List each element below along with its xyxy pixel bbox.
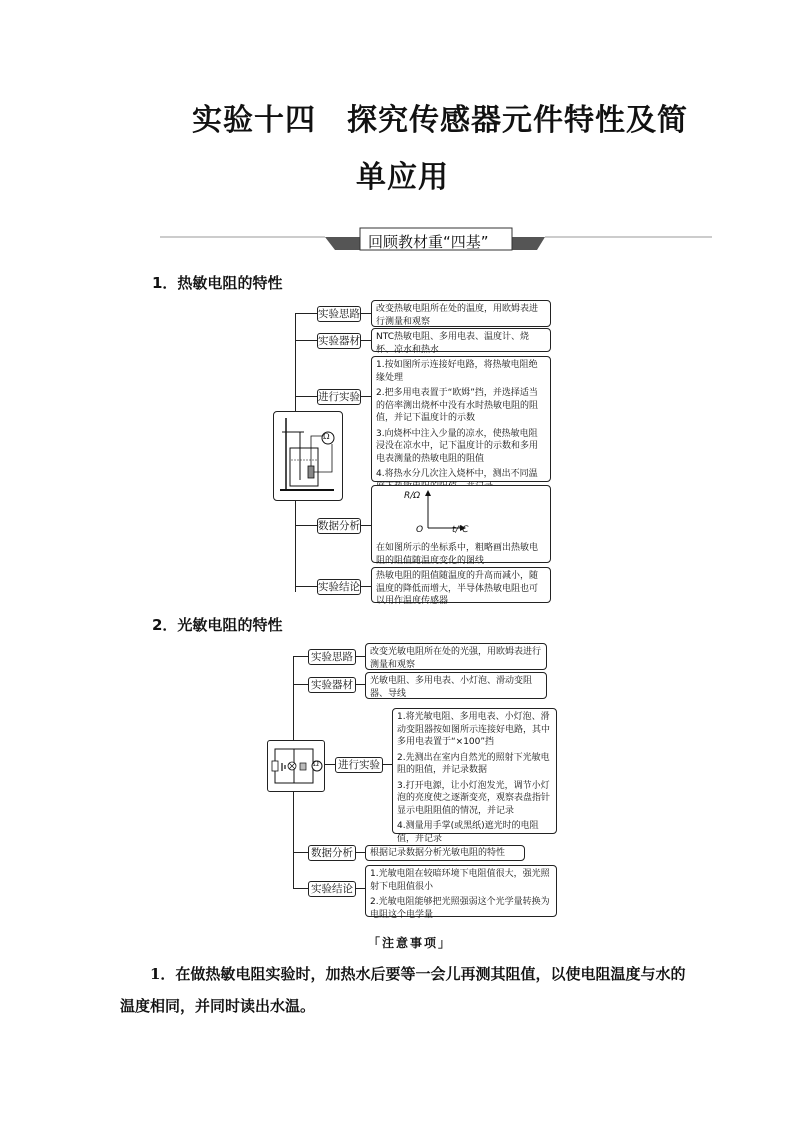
page-title-line1: 实验十四 探究传感器元件特性及简 — [192, 103, 688, 138]
banner-text: 回顾教材重“四基” — [368, 233, 489, 251]
s2-connector — [356, 888, 365, 889]
s2-conclusion-1: 1.光敏电阻在较暗环境下电阻值很大，强光照射下电阻值很小 — [370, 869, 550, 892]
s1-tag-procedure: 进行实验 — [318, 391, 360, 403]
s1-branch-line — [295, 525, 317, 526]
s1-branch-line — [295, 396, 317, 397]
s1-step-3: 3.向烧杯中注入少量的凉水，使热敏电阻浸没在凉水中，记下温度计的示数和多用电表测量的热敏电阻的阻值 — [376, 428, 539, 464]
s1-conclusion-text: 热敏电阻的阻值随温度的升高而减小，随温度的降低而增大，半导体热敏电阻也可以用作温度传感器 — [376, 571, 539, 606]
section-banner — [160, 226, 712, 254]
s2-connector — [356, 852, 365, 853]
section2-heading: 2．光敏电阻的特性 — [152, 616, 283, 634]
thermistor-apparatus-figure — [273, 411, 343, 501]
s2-equipment-text: 光敏电阻、多用电表、小灯泡、滑动变阻器、导线 — [370, 676, 533, 699]
s1-branch-line — [295, 340, 317, 341]
photoresistor-circuit-figure — [267, 740, 325, 792]
s2-box-equipment — [365, 672, 547, 699]
s1-box-equipment — [371, 328, 551, 355]
s2-step-2: 2.先测出在室内自然光的照射下光敏电阻的阻值，并记录数据 — [397, 752, 550, 775]
beaker-circuit-illustration — [274, 412, 342, 500]
section1-heading: 1．热敏电阻的特性 — [152, 274, 283, 292]
s1-box-conclusion — [371, 567, 551, 606]
s1-branch-line — [295, 586, 317, 587]
s1-tag-analysis: 数据分析 — [318, 520, 360, 532]
s2-analysis-text: 根据记录数据分析光敏电阻的特性 — [370, 848, 506, 858]
graph-xlabel: t/℃ — [452, 525, 469, 535]
graph-ylabel: R/Ω — [404, 491, 421, 501]
s1-tag-thinking: 实验思路 — [318, 308, 360, 320]
s2-box-analysis — [365, 845, 525, 861]
s2-tag-equipment: 实验器材 — [308, 677, 356, 693]
s2-branch-line — [293, 684, 308, 685]
s2-connector — [356, 656, 365, 657]
s1-step-1: 1.按如图所示连接好电路，将热敏电阻绝缘处理 — [376, 360, 538, 383]
s2-conclusion-2: 2.光敏电阻能够把光照强弱这个光学量转换为电阻这个电学量 — [370, 897, 550, 920]
s2-box-thinking — [365, 643, 547, 670]
s1-box-thinking — [371, 300, 551, 327]
s1-branch-line — [295, 313, 317, 314]
s1-equipment-text: NTC热敏电阻、多用电表、温度计、烧杯、凉水和热水 — [376, 332, 529, 355]
ohmmeter-symbol: Ω — [313, 760, 319, 768]
s2-tag-procedure: 进行实验 — [335, 757, 383, 773]
s2-step-1: 1.将光敏电阻、多用电表、小灯泡、滑动变阻器按如图所示连接好电路，其中多用电表置于“×100”挡 — [397, 712, 551, 747]
s1-tag-equipment: 实验器材 — [318, 335, 360, 347]
s2-thinking-text: 改变光敏电阻所在处的光强，用欧姆表进行测量和观察 — [370, 647, 542, 670]
s1-step-4: 4.将热水分几次注入烧杯中，测出不同温 — [376, 469, 538, 479]
s1-thinking-text: 改变热敏电阻所在处的温度，用欧姆表进行测量和观察 — [376, 304, 539, 327]
s1-tag-conclusion: 实验结论 — [318, 581, 360, 593]
graph-origin: O — [416, 525, 424, 535]
notes-heading: 「注意事项」 — [368, 936, 453, 950]
s1-box-analysis — [371, 485, 551, 566]
s1-step-2: 2.把多用电表置于“欧姆”挡，并选择适当的倍率测出烧杯中没有水时热敏电阻的阻值，并记下温度计的示数 — [376, 388, 539, 423]
s2-box-procedure — [392, 708, 557, 844]
s1-box-procedure — [371, 356, 551, 482]
s2-branch-line — [293, 656, 308, 657]
ohmmeter-symbol: Ω — [323, 432, 330, 441]
s2-step-3: 3.打开电源，让小灯泡发光，调节小灯泡的亮度使之逐渐变亮，观察表盘指针显示电阻阻值的情况，并记录 — [397, 780, 551, 816]
s2-tag-conclusion: 实验结论 — [308, 881, 356, 897]
s2-branch-line — [293, 852, 308, 853]
section2-mindmap — [265, 640, 565, 920]
s1-analysis-text: 在如图所示的坐标系中，粗略画出热敏电阻的阻值随温度变化的图线 — [376, 543, 539, 566]
page-title-line2: 单应用 — [356, 160, 449, 195]
s2-branch-line — [293, 888, 308, 889]
s2-box-conclusion — [365, 865, 557, 920]
s2-tag-analysis: 数据分析 — [308, 845, 356, 861]
s2-connector — [382, 764, 392, 765]
s2-connector — [356, 684, 365, 685]
s2-step-4: 4.测量用手掌(或黑纸)遮光时的电阻值，并记录 — [397, 821, 539, 844]
section1-mindmap — [270, 298, 560, 608]
s2-tag-thinking: 实验思路 — [308, 649, 356, 665]
note-item-1: 1．在做热敏电阻实验时，加热水后要等一会儿再测其阻值，以使电阻温度与水的温度相同，并同时读出水温。 — [120, 965, 686, 1015]
